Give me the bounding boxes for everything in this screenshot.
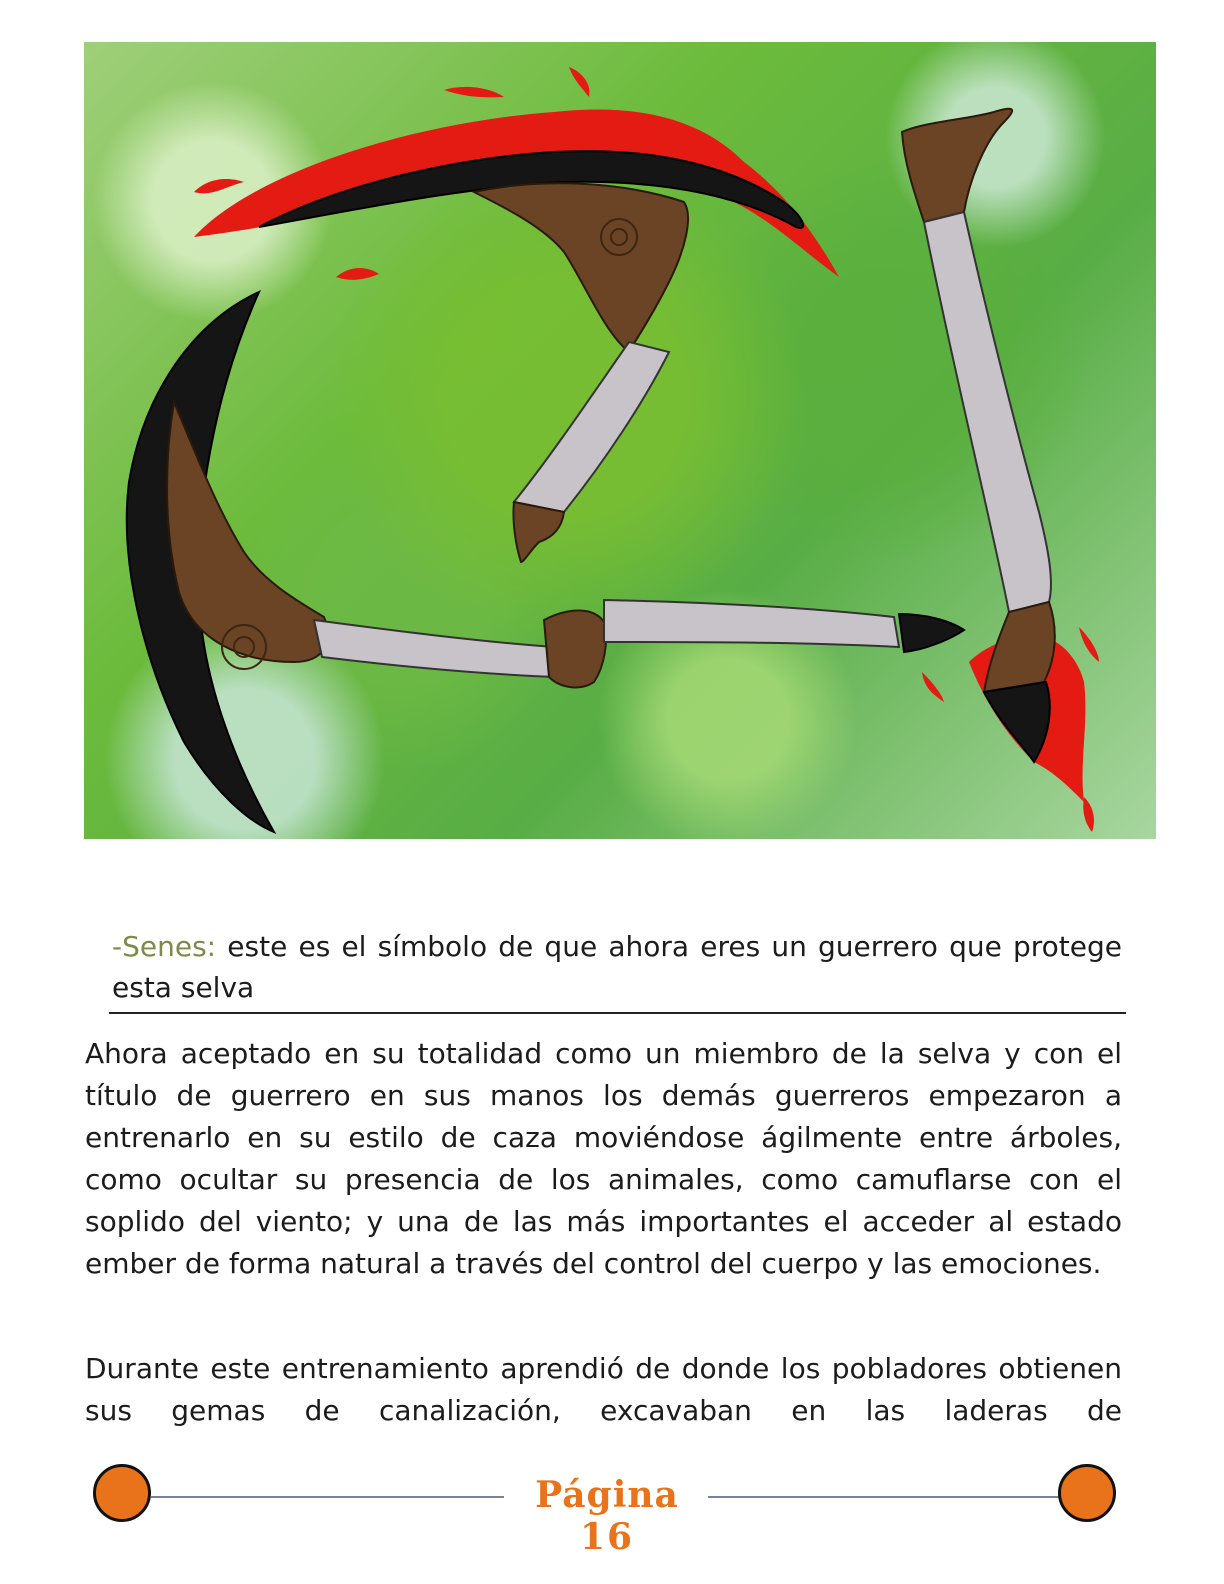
wood-top-right [902, 109, 1012, 222]
fire-top-wisp-4 [336, 268, 379, 280]
body-paragraph-2: Durante este entrenamiento aprendió de donde los pobladores obtienen sus gemas de canalización, excavaban en las laderas de [85, 1352, 1122, 1427]
fire-top-wisp-3 [569, 67, 590, 97]
body-paragraph-1: Ahora aceptado en su totalidad como un miembro de la selva y con el título de guerrero en sus manos los demás guerreros empezaron a entrenarlo en su estilo de caza moviéndose ágilmente entre árboles, como ocultar su presencia de los animales, como camuflarse con el soplido del viento; y una de las más importantes el acceder al estado ember de forma natural a través del control del cuerpo y las emociones. [85, 1037, 1122, 1280]
handle-top [514, 342, 669, 512]
page-number: 16 [579, 1516, 635, 1558]
speaker-name: -Senes: [112, 930, 217, 963]
blade-bottom-right [984, 682, 1050, 762]
footer-rule-right [708, 1496, 1060, 1498]
wood-head-top [474, 183, 688, 352]
page-label: Página [535, 1474, 679, 1516]
footer-ornament-left [93, 1464, 151, 1522]
fire-bottom-wisp-1 [1079, 627, 1099, 662]
footer-rule-left [151, 1496, 504, 1498]
tip-left [899, 614, 964, 652]
footer-ornament-right [1058, 1464, 1116, 1522]
handle-left-joint [544, 610, 606, 687]
dialogue-line [112, 926, 1122, 1008]
handle-left-2 [604, 600, 899, 647]
handle-right [924, 212, 1051, 612]
fire-bottom-wisp-3 [1083, 797, 1094, 832]
weapons-illustration [84, 42, 1156, 839]
fire-top-wisp-1 [194, 179, 244, 193]
dialogue-text: este es el símbolo de que ahora eres un guerrero que protege esta selva [112, 930, 1122, 1004]
fire-top-wisp-2 [444, 87, 504, 97]
handle-left [314, 620, 554, 677]
weapons-drawing [84, 42, 1156, 839]
handle-top-end [513, 502, 564, 562]
dialogue-divider [109, 1012, 1126, 1014]
fire-bottom-wisp-2 [922, 672, 944, 702]
